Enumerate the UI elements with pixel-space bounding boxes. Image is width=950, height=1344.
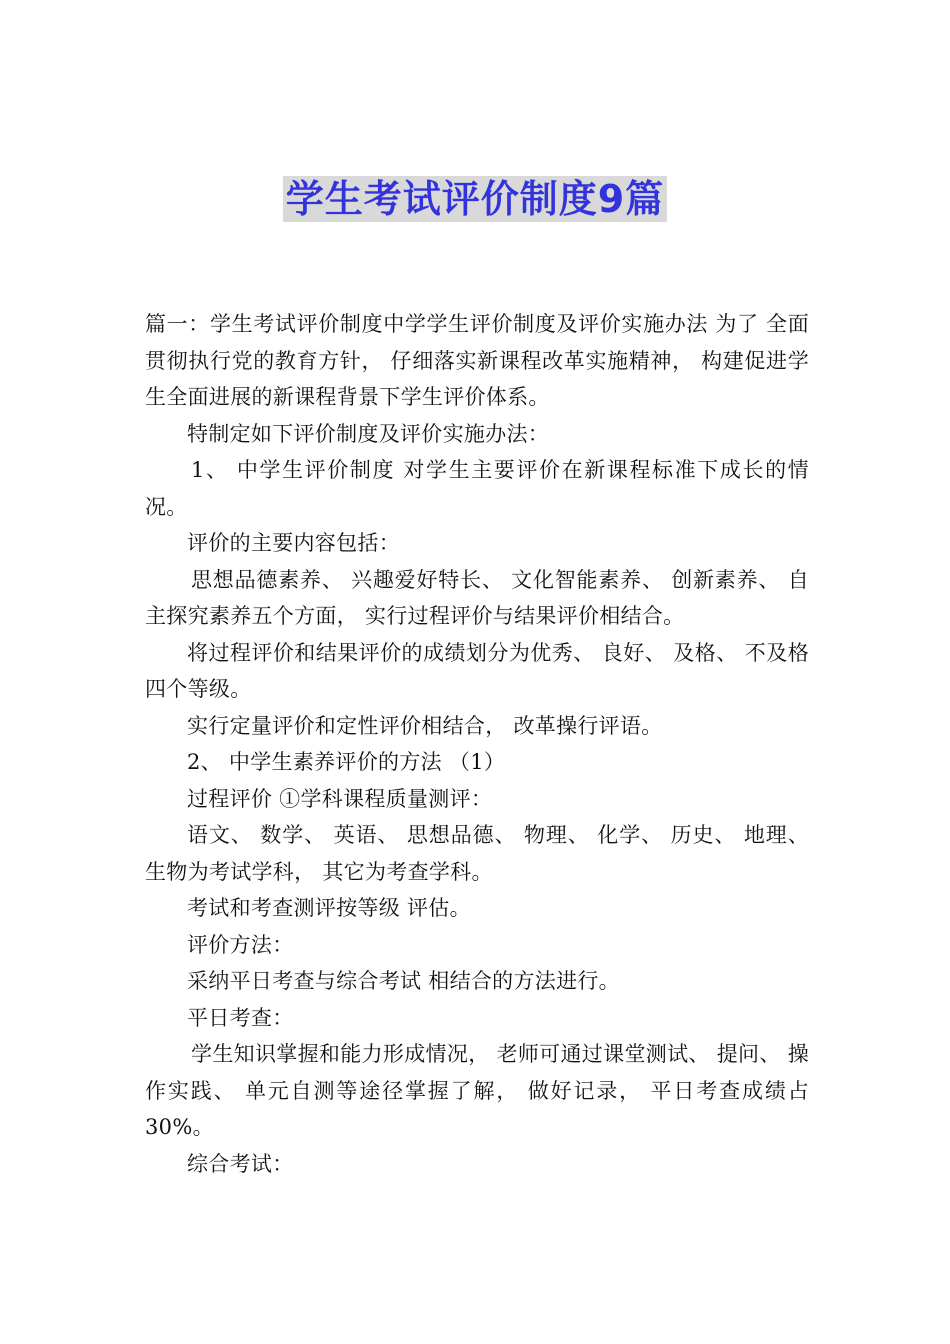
document-title: 学生考试评价制度9篇 [283, 176, 667, 222]
paragraph-content-list: 思想品德素养、 兴趣爱好特长、 文化智能素养、 创新素养、 自主探究素养五个方面， 实行过程评价与结果评价相结合。 [145, 567, 809, 628]
paragraph-daily-heading: 平日考查： [187, 1005, 294, 1030]
paragraph-content-heading: 评价的主要内容包括： [187, 531, 400, 555]
paragraph-quantitative: 实行定量评价和定性评价相结合， 改革操行评语。 [187, 713, 663, 738]
paragraph-grading-scale: 考试和考查测评按等级 评估。 [187, 896, 471, 920]
paragraph-subjects: 语文、 数学、 英语、 思想品德、 物理、 化学、 历史、 地理、 生物为考试学科， 其它为考查学科。 [145, 823, 809, 884]
paragraph-grades: 将过程评价和结果评价的成绩划分为优秀、 良好、 及格、 不及格四个等级。 [145, 640, 809, 701]
paragraph-section-1: 1、 中学生评价制度 对学生主要评价在新课程标准下成长的情况。 [145, 458, 809, 519]
document-body [145, 306, 809, 1182]
paragraph-formulate: 特制定如下评价制度及评价实施办法： [187, 421, 550, 446]
title-container [0, 176, 950, 222]
paragraph-section-2: 2、 中学生素养评价的方法 （1） [187, 750, 506, 774]
paragraph-comprehensive-heading: 综合考试： [187, 1151, 294, 1176]
paragraph-daily: 学生知识掌握和能力形成情况， 老师可通过课堂测试、 提问、 操作实践、 单元自测等途径掌握了解， 做好记录， 平日考查成绩占 30%。 [145, 1042, 809, 1139]
paragraph-method: 采纳平日考查与综合考试 相结合的方法进行。 [187, 969, 620, 993]
paragraph-method-heading: 评价方法： [187, 932, 294, 957]
paragraph-intro: 篇一：学生考试评价制度中学学生评价制度及评价实施办法 为了 全面贯彻执行党的教育方针， 仔细落实新课程改革实施精神， 构建促进学生全面进展的新课程背景下学生评价体系。 [145, 312, 809, 409]
paragraph-process-evaluation: 过程评价 ①学科课程质量测评： [187, 786, 493, 811]
